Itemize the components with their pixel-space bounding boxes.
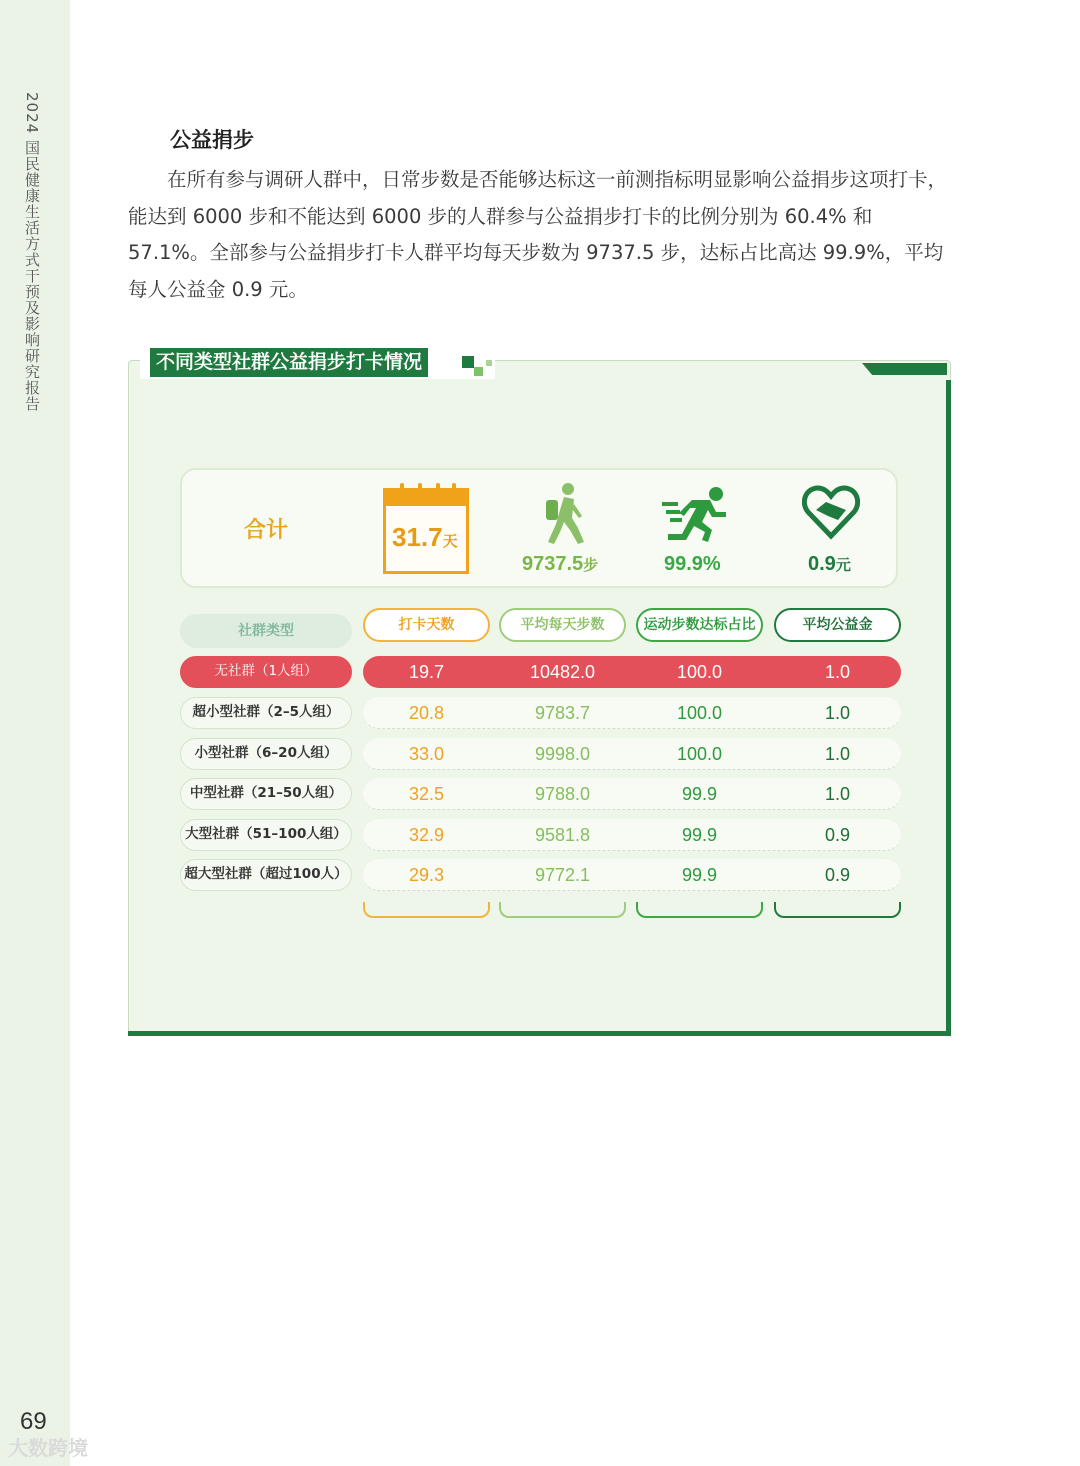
cell-days: 20.8 (408, 703, 445, 723)
panel-title: 不同类型社群公益捐步打卡情况 (150, 348, 428, 377)
summary-steps-value: 9737.5 (522, 553, 584, 575)
cell-money: 1.0 (824, 784, 851, 804)
row-type-label: 超大型社群（超过100人） (180, 859, 352, 891)
summary-label: 合计 (244, 518, 289, 543)
cell-rate: 99.9 (681, 865, 718, 885)
column-footer (774, 902, 901, 918)
cell-money: 1.0 (824, 744, 851, 764)
panel-corner-tab (862, 363, 947, 375)
cell-steps: 9783.7 (534, 703, 591, 723)
cell-money: 0.9 (824, 825, 851, 845)
summary-steps (522, 553, 598, 576)
summary-days-value: 31.7 (392, 522, 443, 552)
summary-money-unit: 元 (835, 557, 851, 574)
cell-steps: 9998.0 (534, 744, 591, 764)
cell-steps: 9772.1 (534, 865, 591, 885)
header-days: 打卡天数 (363, 608, 490, 642)
cell-money: 0.9 (824, 865, 851, 885)
cell-days: 32.9 (408, 825, 445, 845)
panel-border-bottom (128, 1031, 951, 1036)
cell-days: 29.3 (408, 865, 445, 885)
cell-days: 33.0 (408, 744, 445, 764)
page-number: 69 (20, 1408, 47, 1435)
cell-days: 32.5 (408, 784, 445, 804)
cell-days: 19.7 (408, 662, 445, 682)
decor-square (486, 360, 492, 366)
section-title: 公益捐步 (170, 128, 254, 152)
summary-days (392, 522, 458, 553)
heart-handshake-icon (802, 484, 860, 540)
column-footer (499, 902, 626, 918)
header-steps: 平均每天步数 (499, 608, 626, 642)
cell-money: 1.0 (824, 703, 851, 723)
cell-steps: 10482.0 (529, 662, 596, 682)
summary-money-value: 0.9 (808, 553, 836, 575)
column-footer (636, 902, 763, 918)
report-title: 2024 国民健康生活方式干预及影响研究报告 (23, 92, 41, 412)
header-money: 平均公益金 (774, 608, 901, 642)
column-footer (363, 902, 490, 918)
cell-rate: 99.9 (681, 825, 718, 845)
summary-rate: 99.9% (664, 553, 721, 575)
row-type-label: 大型社群（51–100人组） (180, 819, 352, 851)
summary-steps-unit: 步 (583, 557, 599, 574)
section-paragraph: 在所有参与调研人群中，日常步数是否能够达标这一前测指标明显影响公益捐步这项打卡，能达到 6000 步和不能达到 6000 步的人群参与公益捐步打卡的比例分别为 60.4% 和 57.1%。全部参与公益捐步打卡人群平均每天步数为 9737.5 步，达标占比高达 99.9%，平均每人公益金 0.9 元。 (128, 168, 948, 301)
cell-rate: 99.9 (681, 784, 718, 804)
header-rate: 运动步数达标占比 (636, 608, 763, 642)
walking-person-icon (538, 482, 588, 546)
header-type: 社群类型 (180, 614, 352, 648)
cell-steps: 9788.0 (534, 784, 591, 804)
running-person-icon (660, 486, 732, 544)
decor-square (462, 356, 474, 368)
watermark-logo: 大数跨境 (8, 1436, 88, 1460)
row-type-label: 超小型社群（2–5人组） (180, 697, 352, 729)
row-type-label: 无社群（1人组） (180, 656, 352, 688)
cell-steps: 9581.8 (534, 825, 591, 845)
cell-rate: 100.0 (676, 703, 723, 723)
summary-days-unit: 天 (442, 533, 458, 550)
cell-rate: 100.0 (676, 744, 723, 764)
summary-money (808, 553, 851, 576)
cell-money: 1.0 (824, 662, 851, 682)
panel-border-right (946, 380, 951, 1036)
row-type-label: 中型社群（21–50人组） (180, 778, 352, 810)
decor-square (474, 367, 483, 376)
row-type-label: 小型社群（6–20人组） (180, 738, 352, 770)
cell-rate: 100.0 (676, 662, 723, 682)
